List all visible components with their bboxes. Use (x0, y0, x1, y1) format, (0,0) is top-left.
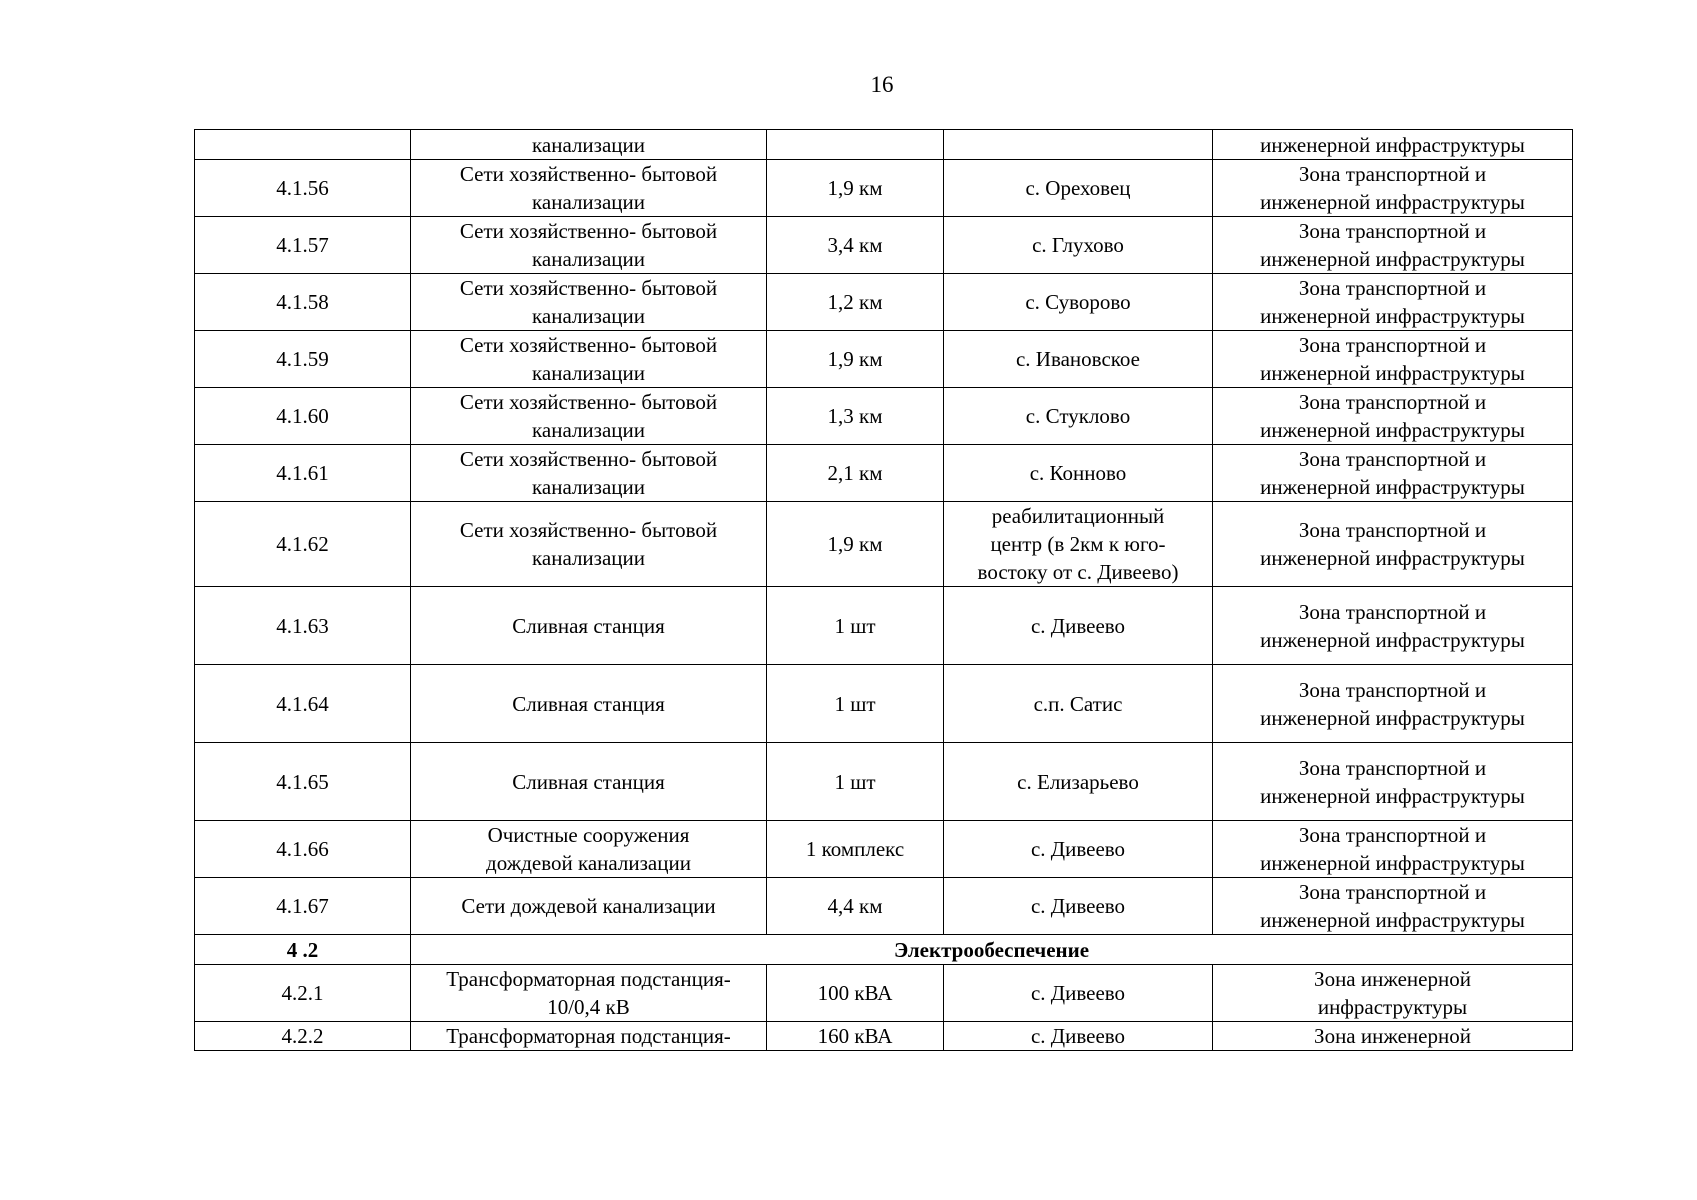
object-name-line: канализации (532, 132, 645, 157)
object-name (411, 331, 767, 388)
object-location-line: с. Ивановское (1015, 347, 1140, 371)
functional-zone-line: Зона транспортной и (1298, 599, 1487, 624)
functional-zone-line: Зона транспортной и (1298, 162, 1487, 186)
object-location-line: с.п. Сатис (1033, 691, 1123, 716)
object-name-line: Сети хозяйственно- бытовой (459, 162, 718, 186)
object-name-line: канализации (532, 361, 645, 385)
functional-zone-line: инженерной инфраструктуры (1260, 361, 1525, 385)
item-number: 4.2.1 (195, 965, 411, 1022)
table-row (195, 821, 1573, 878)
object-location-line: с. Суворово (1025, 290, 1131, 314)
object-name (411, 445, 767, 502)
table-row (195, 160, 1573, 217)
item-number: 4.1.66 (195, 821, 411, 878)
table-row (195, 274, 1573, 331)
object-name (411, 743, 767, 821)
object-name-line: канализации (532, 418, 645, 442)
object-name (411, 821, 767, 878)
functional-zone (1213, 1022, 1573, 1051)
functional-zone-line: Зона транспортной и (1298, 333, 1487, 357)
item-number: 4.1.62 (195, 502, 411, 587)
object-name (411, 502, 767, 587)
object-capacity: 1,9 км (767, 331, 944, 388)
functional-zone-line: Зона транспортной и (1298, 823, 1487, 847)
item-number: 4.1.56 (195, 160, 411, 217)
functional-zone-line: инженерной инфраструктуры (1260, 304, 1525, 328)
object-name-line: Сети хозяйственно- бытовой (459, 276, 718, 300)
functional-zone-line: Зона транспортной и (1298, 677, 1487, 702)
object-name (411, 388, 767, 445)
table-row (195, 217, 1573, 274)
functional-zone-line: инженерной инфраструктуры (1260, 783, 1525, 808)
object-name-line: канализации (532, 247, 645, 271)
object-location (944, 217, 1213, 274)
object-capacity: 3,4 км (767, 217, 944, 274)
object-location (944, 388, 1213, 445)
functional-zone (1213, 502, 1573, 587)
table-row (195, 587, 1573, 665)
functional-zone-line: инфраструктуры (1317, 995, 1468, 1019)
object-location-line: центр (в 2км к юго- (990, 532, 1166, 556)
table-row (195, 130, 1573, 160)
object-name (411, 217, 767, 274)
functional-zone-line: инженерной инфраструктуры (1260, 627, 1525, 652)
object-name-line: Сети хозяйственно- бытовой (459, 219, 718, 243)
object-location-line: с. Елизарьево (1017, 769, 1139, 794)
object-location-line: с. Дивеево (1030, 981, 1126, 1005)
functional-zone (1213, 160, 1573, 217)
object-location (944, 274, 1213, 331)
object-location (944, 331, 1213, 388)
object-capacity: 1,2 км (767, 274, 944, 331)
functional-zone (1213, 331, 1573, 388)
object-name-line: Сети дождевой канализации (461, 894, 716, 918)
section-row (195, 935, 1573, 965)
object-name-line: Сети хозяйственно- бытовой (459, 447, 718, 471)
object-location (944, 160, 1213, 217)
object-name (411, 130, 767, 160)
object-location (944, 1022, 1213, 1051)
object-name-line: 10/0,4 кВ (547, 995, 630, 1019)
item-number: 4.1.65 (195, 743, 411, 821)
object-location (944, 743, 1213, 821)
item-number: 4.1.63 (195, 587, 411, 665)
object-location-line: с. Дивеево (1030, 1024, 1126, 1048)
item-number: 4.1.57 (195, 217, 411, 274)
item-number: 4.1.67 (195, 878, 411, 935)
functional-zone-line: инженерной инфраструктуры (1260, 705, 1525, 730)
page-number: 16 (870, 72, 894, 97)
functional-zone-line: инженерной инфраструктуры (1260, 132, 1525, 157)
table-row (195, 331, 1573, 388)
object-location-line: с. Дивеево (1030, 894, 1126, 918)
object-location-line: с. Конново (1029, 461, 1127, 485)
object-name-line: канализации (532, 546, 645, 570)
object-location (944, 445, 1213, 502)
functional-zone-line: инженерной инфраструктуры (1260, 546, 1525, 570)
object-name-line: Трансформаторная подстанция- (446, 967, 731, 991)
functional-zone (1213, 388, 1573, 445)
object-name (411, 665, 767, 743)
functional-zone-line: Зона транспортной и (1298, 276, 1487, 300)
object-location (944, 821, 1213, 878)
functional-zone (1213, 445, 1573, 502)
functional-zone (1213, 878, 1573, 935)
functional-zone-line: Зона инженерной (1314, 967, 1471, 991)
item-number: 4.1.64 (195, 665, 411, 743)
object-name-line: Сети хозяйственно- бытовой (459, 390, 718, 414)
object-capacity: 1,9 км (767, 502, 944, 587)
object-name-line: Сливная станция (512, 613, 665, 638)
section-title: Электрообеспечение (411, 935, 1573, 965)
functional-zone (1213, 217, 1573, 274)
object-name (411, 965, 767, 1022)
object-location-line: с. Глухово (1032, 233, 1124, 257)
object-name (411, 1022, 767, 1051)
object-name-line: Сети хозяйственно- бытовой (459, 333, 718, 357)
item-number (195, 130, 411, 160)
object-name-line: Трансформаторная подстанция- (446, 1024, 731, 1048)
object-location-line: реабилитационный (991, 504, 1165, 528)
item-number: 4.2.2 (195, 1022, 411, 1051)
table-row (195, 743, 1573, 821)
object-name-line: канализации (532, 475, 645, 499)
functional-zone-line: Зона транспортной и (1298, 518, 1487, 542)
object-capacity: 1 шт (767, 587, 944, 665)
object-capacity: 1,9 км (767, 160, 944, 217)
object-location-line: с. Ореховец (1025, 176, 1131, 200)
object-location (944, 965, 1213, 1022)
object-location (944, 878, 1213, 935)
object-capacity: 2,1 км (767, 445, 944, 502)
object-location (944, 502, 1213, 587)
functional-zone (1213, 965, 1573, 1022)
functional-zone-line: инженерной инфраструктуры (1260, 475, 1525, 499)
section-number: 4 .2 (195, 935, 411, 965)
object-location (944, 587, 1213, 665)
functional-zone-line: Зона транспортной и (1298, 390, 1487, 414)
functional-zone-line: Зона транспортной и (1298, 755, 1487, 780)
functional-zone (1213, 274, 1573, 331)
item-number: 4.1.59 (195, 331, 411, 388)
object-name-line: канализации (532, 190, 645, 214)
object-capacity: 160 кВА (767, 1022, 944, 1051)
functional-zone-line: Зона транспортной и (1298, 447, 1487, 471)
object-capacity: 1 комплекс (767, 821, 944, 878)
table-row (195, 445, 1573, 502)
object-name (411, 160, 767, 217)
functional-zone (1213, 665, 1573, 743)
item-number: 4.1.60 (195, 388, 411, 445)
object-capacity: 1 шт (767, 665, 944, 743)
item-number: 4.1.58 (195, 274, 411, 331)
functional-zone-line: инженерной инфраструктуры (1260, 851, 1525, 875)
table-row (195, 1022, 1573, 1051)
functional-zone (1213, 130, 1573, 160)
object-name (411, 587, 767, 665)
object-capacity: 1 шт (767, 743, 944, 821)
object-location-line: с. Стуклово (1025, 404, 1131, 428)
object-location (944, 130, 1213, 160)
table-row (195, 388, 1573, 445)
functional-zone (1213, 587, 1573, 665)
object-name-line: Сливная станция (512, 769, 665, 794)
object-name (411, 274, 767, 331)
functional-zone-line: инженерной инфраструктуры (1260, 908, 1525, 932)
table-row (195, 502, 1573, 587)
object-capacity: 4,4 км (767, 878, 944, 935)
functional-zone-line: Зона транспортной и (1298, 219, 1487, 243)
table-row (195, 965, 1573, 1022)
table-row (195, 665, 1573, 743)
object-name (411, 878, 767, 935)
functional-zone (1213, 743, 1573, 821)
object-name-line: дождевой канализации (486, 851, 691, 875)
object-location-line: с. Дивеево (1030, 837, 1126, 861)
object-name-line: канализации (532, 304, 645, 328)
functional-zone-line: Зона транспортной и (1298, 880, 1487, 904)
functional-zone-line: инженерной инфраструктуры (1260, 247, 1525, 271)
object-location-line: востоку от с. Дивеево) (977, 560, 1179, 584)
functional-zone (1213, 821, 1573, 878)
object-capacity (767, 130, 944, 160)
functional-zone-line: Зона инженерной (1314, 1024, 1471, 1048)
table-row (195, 878, 1573, 935)
item-number: 4.1.61 (195, 445, 411, 502)
object-location (944, 665, 1213, 743)
object-capacity: 1,3 км (767, 388, 944, 445)
functional-zone-line: инженерной инфраструктуры (1260, 190, 1525, 214)
object-name-line: Сети хозяйственно- бытовой (459, 518, 718, 542)
object-capacity: 100 кВА (767, 965, 944, 1022)
functional-zone-line: инженерной инфраструктуры (1260, 418, 1525, 442)
object-name-line: Очистные сооружения (487, 823, 690, 847)
object-name-line: Сливная станция (512, 691, 665, 716)
objects-table (194, 129, 1573, 1051)
object-location-line: с. Дивеево (1030, 613, 1126, 638)
